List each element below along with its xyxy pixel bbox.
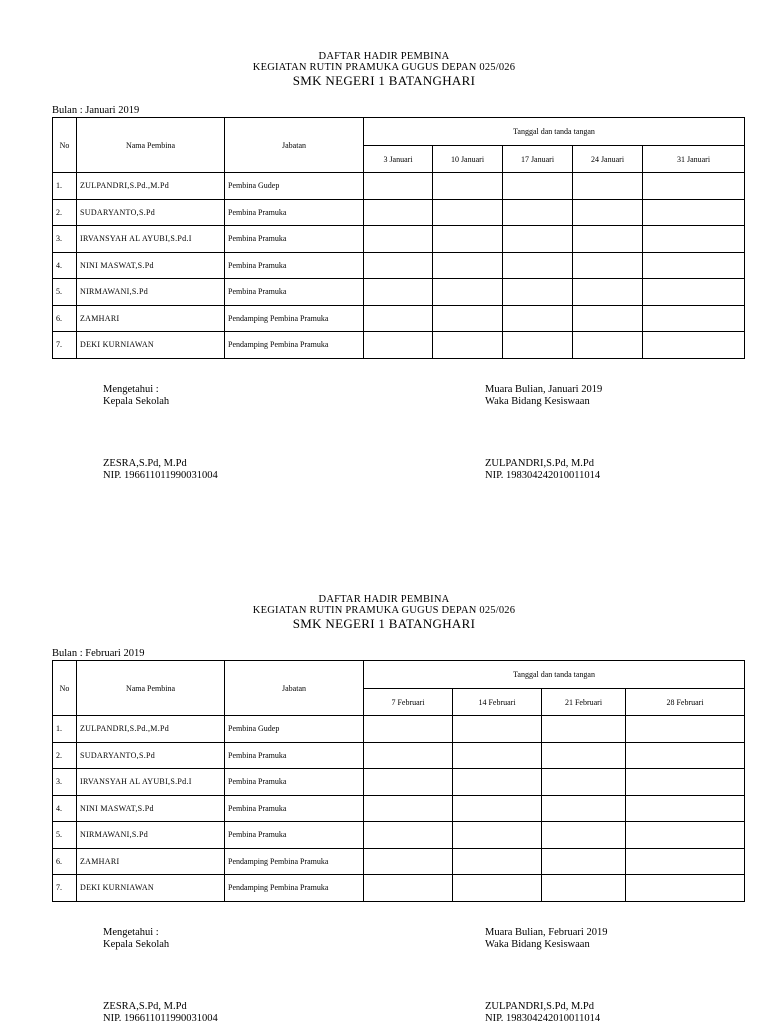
row-name: ZULPANDRI,S.Pd.,M.Pd — [77, 716, 225, 743]
signature-cell — [453, 848, 542, 875]
signature-cell — [626, 716, 745, 743]
signature-cell — [643, 173, 745, 200]
signature-cell — [573, 332, 643, 359]
signature-cell — [433, 226, 503, 253]
row-position: Pembina Pramuka — [225, 795, 364, 822]
signature-cell — [364, 226, 433, 253]
signature-cell — [626, 795, 745, 822]
row-name: NIRMAWANI,S.Pd — [77, 822, 225, 849]
header-date: 31 Januari — [643, 146, 745, 173]
principal-nip: NIP. 196611011990031004 — [103, 470, 218, 481]
table-row — [53, 742, 745, 769]
vice-principal-name: ZULPANDRI,S.Pd, M.Pd — [485, 1001, 595, 1012]
row-number: 5. — [53, 822, 77, 849]
signature-cell — [503, 305, 573, 332]
table-row — [53, 769, 745, 796]
signature-cell — [542, 769, 626, 796]
header-position: Jabatan — [225, 118, 364, 173]
table-row — [53, 795, 745, 822]
signature-cell — [573, 305, 643, 332]
table-row — [53, 848, 745, 875]
place-date-block — [485, 927, 607, 951]
signature-cell — [626, 822, 745, 849]
document-header — [0, 594, 768, 631]
row-name: SUDARYANTO,S.Pd — [77, 742, 225, 769]
acknowledgement-block — [103, 927, 169, 951]
row-number: 2. — [53, 742, 77, 769]
vice-principal-title: Waka Bidang Kesiswaan — [485, 396, 590, 407]
header-date: 14 Februari — [453, 689, 542, 716]
table-row — [53, 252, 745, 279]
signature-cell — [573, 279, 643, 306]
vice-principal-nip: NIP. 198304242010011014 — [485, 470, 601, 481]
row-number: 6. — [53, 848, 77, 875]
header-no: No — [53, 661, 77, 716]
signature-cell — [364, 769, 453, 796]
header-date: 17 Januari — [503, 146, 573, 173]
row-name: SUDARYANTO,S.Pd — [77, 199, 225, 226]
document-title: DAFTAR HADIR PEMBINA — [318, 51, 450, 62]
signature-cell — [643, 199, 745, 226]
row-number: 2. — [53, 199, 77, 226]
row-position: Pendamping Pembina Pramuka — [225, 332, 364, 359]
vice-principal-signature — [485, 458, 600, 482]
signature-cell — [433, 305, 503, 332]
signature-cell — [364, 279, 433, 306]
document-header — [0, 51, 768, 88]
attendance-table — [52, 117, 745, 359]
signature-cell — [433, 332, 503, 359]
signature-cell — [573, 226, 643, 253]
signature-cell — [453, 716, 542, 743]
place-date-block — [485, 384, 602, 408]
header-name: Nama Pembina — [77, 118, 225, 173]
header-date: 21 Februari — [542, 689, 626, 716]
row-position: Pembina Pramuka — [225, 226, 364, 253]
table-row — [53, 822, 745, 849]
row-name: DEKI KURNIAWAN — [77, 875, 225, 902]
school-name: SMK NEGERI 1 BATANGHARI — [292, 73, 476, 88]
row-name: ZAMHARI — [77, 305, 225, 332]
signature-cell — [503, 279, 573, 306]
signature-cell — [364, 795, 453, 822]
signature-cell — [542, 822, 626, 849]
row-number: 1. — [53, 173, 77, 200]
signature-cell — [433, 199, 503, 226]
table-row — [53, 716, 745, 743]
signature-cell — [364, 822, 453, 849]
document-title: DAFTAR HADIR PEMBINA — [318, 594, 450, 605]
signature-cell — [364, 716, 453, 743]
header-name: Nama Pembina — [77, 661, 225, 716]
signature-cell — [503, 226, 573, 253]
signature-cell — [542, 848, 626, 875]
row-name: ZULPANDRI,S.Pd.,M.Pd — [77, 173, 225, 200]
signature-cell — [542, 716, 626, 743]
place-date: Muara Bulian, Januari 2019 — [485, 384, 603, 395]
signature-cell — [364, 173, 433, 200]
vice-principal-signature — [485, 1001, 600, 1025]
signature-cell — [542, 875, 626, 902]
table-row — [53, 226, 745, 253]
signature-cell — [573, 252, 643, 279]
activity-subtitle: KEGIATAN RUTIN PRAMUKA GUGUS DEPAN 025/026 — [252, 605, 516, 616]
signature-cell — [433, 252, 503, 279]
row-number: 3. — [53, 226, 77, 253]
signature-cell — [364, 252, 433, 279]
row-position: Pembina Pramuka — [225, 742, 364, 769]
month-label: Bulan : Januari 2019 — [52, 105, 140, 116]
signature-cell — [643, 332, 745, 359]
row-number: 4. — [53, 795, 77, 822]
header-date: 10 Januari — [433, 146, 503, 173]
principal-nip: NIP. 196611011990031004 — [103, 1013, 218, 1024]
acknowledgement-block — [103, 384, 169, 408]
acknowledged-label: Mengetahui : — [103, 384, 159, 395]
signature-cell — [453, 875, 542, 902]
header-dates: Tanggal dan tanda tangan — [364, 661, 745, 689]
header-dates: Tanggal dan tanda tangan — [364, 118, 745, 146]
signature-cell — [626, 875, 745, 902]
signature-cell — [626, 742, 745, 769]
principal-name: ZESRA,S.Pd, M.Pd — [103, 1001, 187, 1012]
principal-signature — [103, 458, 218, 482]
row-position: Pendamping Pembina Pramuka — [225, 848, 364, 875]
principal-signature — [103, 1001, 218, 1025]
signature-cell — [433, 279, 503, 306]
row-position: Pendamping Pembina Pramuka — [225, 875, 364, 902]
row-name: IRVANSYAH AL AYUBI,S.Pd.I — [77, 769, 225, 796]
signature-cell — [364, 848, 453, 875]
signature-cell — [626, 769, 745, 796]
signature-cell — [573, 199, 643, 226]
place-date: Muara Bulian, Februari 2019 — [485, 927, 608, 938]
signature-cell — [573, 173, 643, 200]
row-position: Pembina Pramuka — [225, 279, 364, 306]
signature-cell — [364, 199, 433, 226]
signature-cell — [626, 848, 745, 875]
principal-title: Kepala Sekolah — [103, 396, 170, 407]
signature-cell — [643, 305, 745, 332]
row-number: 4. — [53, 252, 77, 279]
school-name: SMK NEGERI 1 BATANGHARI — [292, 616, 476, 631]
header-date: 24 Januari — [573, 146, 643, 173]
signature-cell — [364, 742, 453, 769]
signature-cell — [643, 252, 745, 279]
row-position: Pembina Gudep — [225, 173, 364, 200]
signature-cell — [364, 875, 453, 902]
table-row — [53, 173, 745, 200]
signature-cell — [503, 332, 573, 359]
signature-cell — [453, 742, 542, 769]
signature-cell — [542, 795, 626, 822]
signature-cell — [364, 305, 433, 332]
signature-cell — [364, 332, 433, 359]
row-number: 3. — [53, 769, 77, 796]
signature-cell — [503, 199, 573, 226]
row-number: 5. — [53, 279, 77, 306]
header-no: No — [53, 118, 77, 173]
header-date: 7 Februari — [364, 689, 453, 716]
row-name: NINI MASWAT,S.Pd — [77, 795, 225, 822]
row-number: 6. — [53, 305, 77, 332]
acknowledged-label: Mengetahui : — [103, 927, 159, 938]
signature-cell — [503, 173, 573, 200]
row-position: Pembina Pramuka — [225, 822, 364, 849]
header-date: 3 Januari — [364, 146, 433, 173]
signature-cell — [542, 742, 626, 769]
attendance-table — [52, 660, 745, 902]
row-name: NIRMAWANI,S.Pd — [77, 279, 225, 306]
month-label: Bulan : Februari 2019 — [52, 648, 145, 659]
row-name: ZAMHARI — [77, 848, 225, 875]
signature-cell — [643, 279, 745, 306]
vice-principal-nip: NIP. 198304242010011014 — [485, 1013, 601, 1024]
signature-cell — [643, 226, 745, 253]
principal-title: Kepala Sekolah — [103, 939, 170, 950]
activity-subtitle: KEGIATAN RUTIN PRAMUKA GUGUS DEPAN 025/026 — [252, 62, 516, 73]
row-number: 7. — [53, 875, 77, 902]
table-row — [53, 332, 745, 359]
table-row — [53, 199, 745, 226]
row-name: DEKI KURNIAWAN — [77, 332, 225, 359]
signature-cell — [453, 795, 542, 822]
row-name: NINI MASWAT,S.Pd — [77, 252, 225, 279]
principal-name: ZESRA,S.Pd, M.Pd — [103, 458, 187, 469]
table-row — [53, 279, 745, 306]
signature-cell — [453, 822, 542, 849]
table-row — [53, 875, 745, 902]
signature-cell — [503, 252, 573, 279]
header-date: 28 Februari — [626, 689, 745, 716]
signature-cell — [433, 173, 503, 200]
row-position: Pembina Gudep — [225, 716, 364, 743]
row-number: 7. — [53, 332, 77, 359]
row-position: Pembina Pramuka — [225, 769, 364, 796]
table-row — [53, 305, 745, 332]
row-position: Pendamping Pembina Pramuka — [225, 305, 364, 332]
row-position: Pembina Pramuka — [225, 199, 364, 226]
header-position: Jabatan — [225, 661, 364, 716]
vice-principal-name: ZULPANDRI,S.Pd, M.Pd — [485, 458, 595, 469]
row-position: Pembina Pramuka — [225, 252, 364, 279]
vice-principal-title: Waka Bidang Kesiswaan — [485, 939, 590, 950]
row-name: IRVANSYAH AL AYUBI,S.Pd.I — [77, 226, 225, 253]
row-number: 1. — [53, 716, 77, 743]
signature-cell — [453, 769, 542, 796]
